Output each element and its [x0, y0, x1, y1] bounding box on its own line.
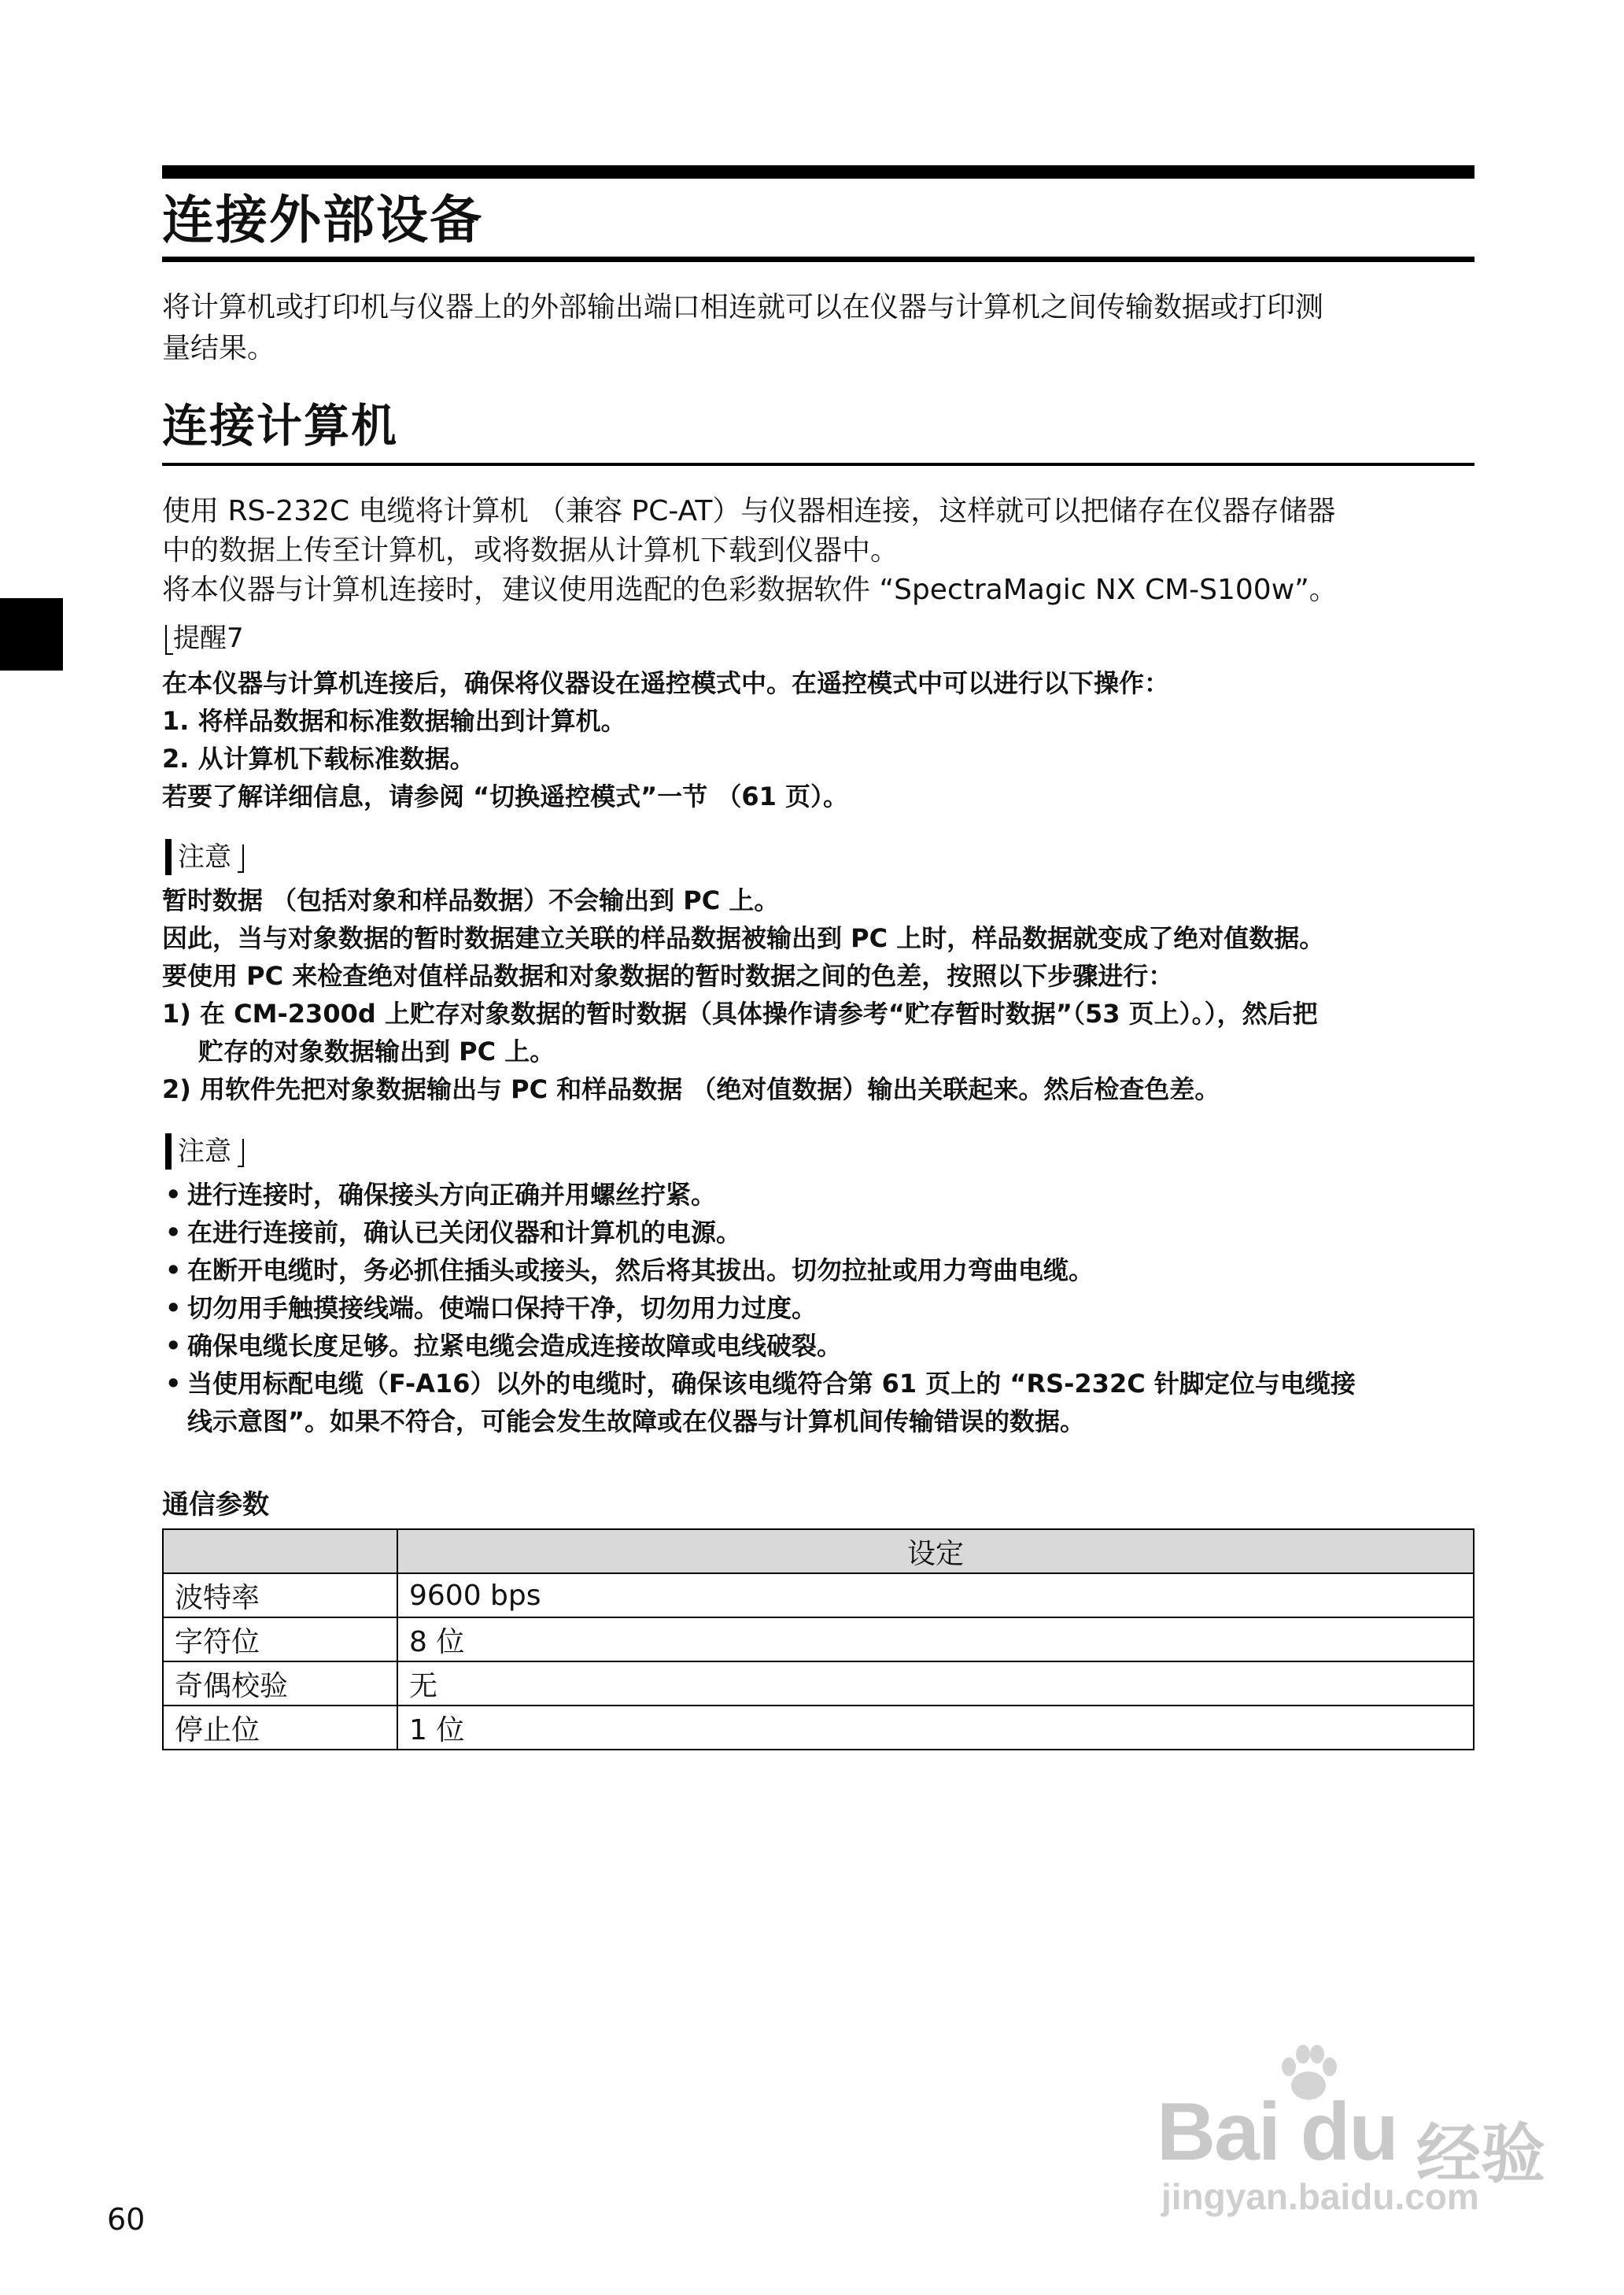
table-row: [163, 1661, 1474, 1706]
table-cell-value: 无: [397, 1661, 1474, 1706]
section-paragraph: [162, 492, 1475, 610]
section-line: 将本仪器与计算机连接时，建议使用选配的色彩数据软件 “SpectraMagic NX CM-S100w”。: [162, 574, 1338, 606]
table-header-row: [163, 1529, 1474, 1573]
tip-line: 若要了解详细信息，请参阅 “切换遥控模式”一节 （61 页）。: [162, 782, 849, 811]
tip-bracket-left: [165, 625, 173, 655]
note2-bracket: [238, 1139, 244, 1167]
note1-line: 1) 在 CM-2300d 上贮存对象数据的暂时数据（具体操作请参考“贮存暂时数据”（53 页上）。），然后把: [162, 999, 1318, 1029]
top-thick-rule: [162, 165, 1475, 179]
table-cell-param: 字符位: [163, 1617, 397, 1661]
note1-line: 因此，当与对象数据的暂时数据建立关联的样品数据被输出到 PC 上时，样品数据就变成了绝对值数据。: [162, 923, 1325, 953]
section-title: 连接计算机: [162, 399, 399, 453]
table-cell-value: 1 位: [397, 1706, 1474, 1750]
bullet-icon: •: [165, 1369, 182, 1399]
bullet-icon: •: [165, 1331, 182, 1361]
watermark-brand-cn: 经验: [1416, 2117, 1546, 2192]
list-item: • 在进行连接前，确认已关闭仪器和计算机的电源。: [162, 1214, 1484, 1251]
bullet-icon: •: [165, 1180, 182, 1210]
note1-line: 要使用 PC 来检查绝对值样品数据和对象数据的暂时数据之间的色差，按照以下步骤进行：: [162, 961, 1174, 991]
note1-body: [162, 881, 1484, 1108]
chapter-tab-marker: [0, 598, 63, 671]
table-cell-value: 8 位: [397, 1617, 1474, 1661]
table-row: [163, 1617, 1474, 1661]
intro-paragraph: [162, 287, 1475, 369]
note1-label-text: 注意: [165, 839, 238, 875]
list-item: • 在断开电缆时，务必抓住插头或接头，然后将其拔出。切勿拉扯或用力弯曲电缆。: [162, 1251, 1484, 1289]
table-row: [163, 1573, 1474, 1617]
note1-line: 暂时数据 （包括对象和样品数据）不会输出到 PC 上。: [162, 885, 780, 915]
note1-line: 2) 用软件先把对象数据输出与 PC 和样品数据 （绝对值数据）输出关联起来。然后检查色差。: [162, 1074, 1220, 1104]
bullet-icon: •: [165, 1293, 182, 1323]
watermark-url: jingyan.baidu.com: [1161, 2176, 1479, 2217]
watermark-brand: Bai du: [1157, 2086, 1397, 2178]
title-underline: [162, 257, 1475, 262]
table-row: [163, 1706, 1474, 1750]
list-item: • 当使用标配电缆（F-A16）以外的电缆时，确保该电缆符合第 61 页上的 “RS-232C 针脚定位与电缆接: [162, 1365, 1484, 1402]
note1-line: 贮存的对象数据输出到 PC 上。: [198, 1037, 555, 1066]
table-cell-param: 奇偶校验: [163, 1661, 397, 1706]
baidu-watermark: [1157, 2038, 1566, 2217]
communication-params-table: [162, 1528, 1475, 1750]
tip-body: [162, 664, 1484, 815]
tip-label: [165, 620, 244, 656]
note2-label-text: 注意: [165, 1133, 238, 1170]
note1-bracket: [238, 844, 244, 873]
section-line: 使用 RS-232C 电缆将计算机 （兼容 PC-AT）与仪器相连接，这样就可以把储存在仪器存储器: [162, 495, 1336, 527]
tip-line: 在本仪器与计算机连接后，确保将仪器设在遥控模式中。在遥控模式中可以进行以下操作：: [162, 668, 1170, 698]
note2-bullet-list: [162, 1176, 1484, 1440]
section-underline: [162, 463, 1475, 466]
list-item: • 确保电缆长度足够。拉紧电缆会造成连接故障或电线破裂。: [162, 1327, 1484, 1365]
tip-line: 1. 将样品数据和标准数据输出到计算机。: [162, 706, 626, 736]
note1-label: [165, 839, 244, 875]
tip-line: 2. 从计算机下载标准数据。: [162, 744, 475, 774]
section-line: 中的数据上传至计算机，或将数据从计算机下载到仪器中。: [162, 534, 899, 567]
page-number: 60: [107, 2202, 146, 2237]
page-title: 连接外部设备: [162, 190, 483, 250]
table-header-param: [163, 1529, 397, 1573]
note2-label: [165, 1133, 244, 1170]
table-cell-param: 波特率: [163, 1573, 397, 1617]
intro-line: 将计算机或打印机与仪器上的外部输出端口相连就可以在仪器与计算机之间传输数据或打印测: [162, 291, 1324, 323]
table-cell-param: 停止位: [163, 1706, 397, 1750]
bullet-icon: •: [165, 1218, 182, 1247]
intro-line: 量结果。: [162, 332, 276, 364]
list-item: • 进行连接时，确保接头方向正确并用螺丝拧紧。: [162, 1176, 1484, 1214]
bullet-icon: •: [165, 1255, 182, 1285]
table-title: 通信参数: [162, 1489, 269, 1521]
list-item-continuation: 线示意图”。如果不符合，可能会发生故障或在仪器与计算机间传输错误的数据。: [187, 1406, 1086, 1436]
table-cell-value: 9600 bps: [397, 1573, 1474, 1617]
list-item: • 切勿用手触摸接线端。使端口保持干净，切勿用力过度。: [162, 1289, 1484, 1327]
table-header-setting: 设定: [397, 1529, 1474, 1573]
tip-label-text: 提醒: [173, 623, 227, 654]
tip-bracket-right: 7: [227, 623, 244, 654]
